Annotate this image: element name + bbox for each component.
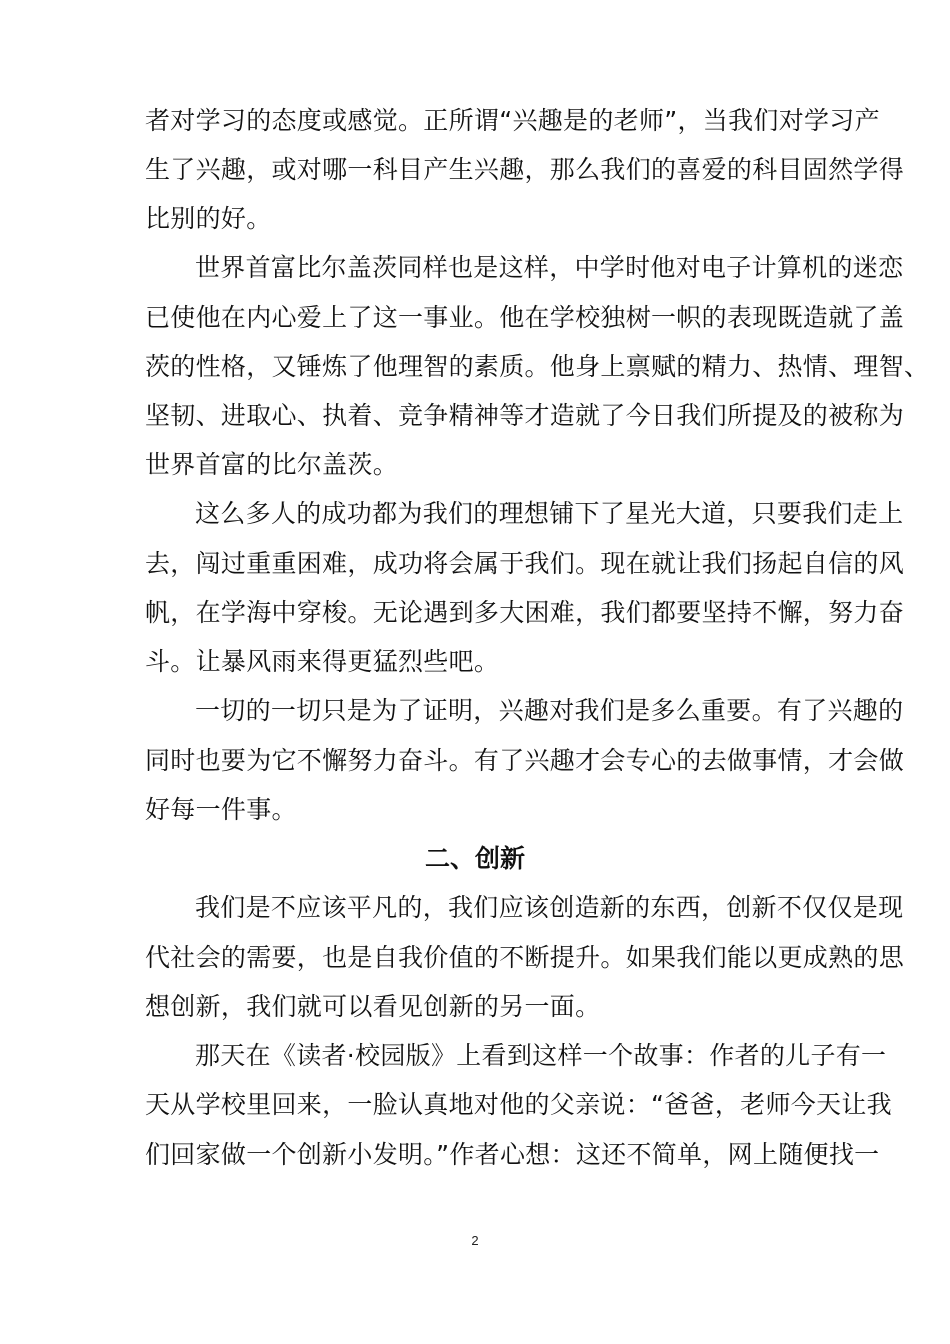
- text-line: 这么多人的成功都为我们的理想铺下了星光大道，只要我们走上: [195, 499, 904, 528]
- text-line: 我们是不应该平凡的，我们应该创造新的东西，创新不仅仅是现: [195, 893, 904, 922]
- text-line: 者对学习的态度或感觉。正所谓“兴趣是的老师”，当我们对学习产: [145, 106, 880, 135]
- text-line: 比别的好。: [145, 204, 272, 233]
- text-line: 世界首富比尔盖茨同样也是这样，中学时他对电子计算机的迷恋: [195, 253, 904, 282]
- text-line: 去，闯过重重困难，成功将会属于我们。现在就让我们扬起自信的风: [145, 549, 905, 578]
- text-line: 们回家做一个创新小发明。”作者心想：这还不简单，网上随便找一: [145, 1140, 880, 1169]
- text-line: 代社会的需要，也是自我价值的不断提升。如果我们能以更成熟的思: [145, 943, 905, 972]
- text-line: 世界首富的比尔盖茨。: [145, 450, 399, 479]
- text-line: 斗。让暴风雨来得更猛烈些吧。: [145, 647, 500, 676]
- page-number: 2: [471, 1233, 479, 1248]
- text-line: 已使他在内心爱上了这一事业。他在学校独树一帜的表现既造就了盖: [145, 303, 905, 332]
- section-heading: 二、创新: [424, 844, 525, 873]
- text-line: 帆，在学海中穿梭。无论遇到多大困难，我们都要坚持不懈，努力奋: [145, 598, 905, 627]
- text-line: 生了兴趣，或对哪一科目产生兴趣，那么我们的喜爱的科目固然学得: [145, 155, 905, 184]
- text-line: 天从学校里回来，一脸认真地对他的父亲说：“爸爸，老师今天让我: [145, 1090, 892, 1119]
- text-line: 那天在《读者·校园版》上看到这样一个故事：作者的儿子有一: [195, 1041, 887, 1070]
- text-line: 茨的性格，又锤炼了他理智的素质。他身上禀赋的精力、热情、理智、: [145, 352, 930, 381]
- text-line: 同时也要为它不懈努力奋斗。有了兴趣才会专心的去做事情，才会做: [145, 746, 905, 775]
- text-line: 一切的一切只是为了证明，兴趣对我们是多么重要。有了兴趣的: [195, 696, 904, 725]
- text-line: 好每一件事。: [145, 795, 297, 824]
- text-line: 想创新，我们就可以看见创新的另一面。: [145, 992, 601, 1021]
- text-line: 坚韧、进取心、执着、竞争精神等才造就了今日我们所提及的被称为: [145, 401, 905, 430]
